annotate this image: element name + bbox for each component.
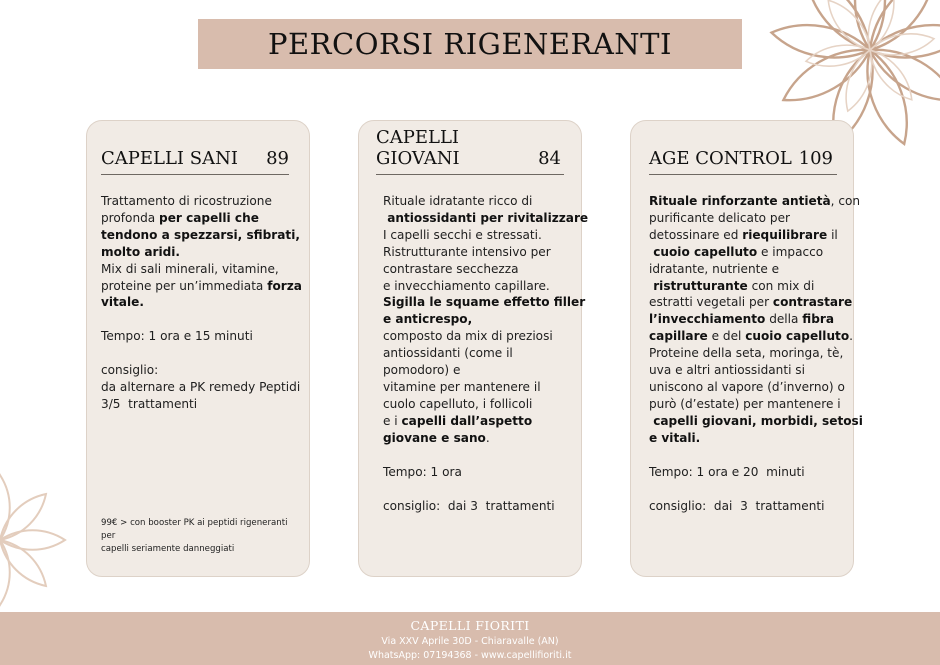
card-paragraph bbox=[649, 498, 843, 515]
divider bbox=[376, 174, 564, 175]
bold-text: per capelli che bbox=[159, 210, 259, 225]
text: uniscono al vapore (d’inverno) o bbox=[649, 379, 845, 394]
text: Rituale idratante ricco di bbox=[383, 194, 533, 208]
text: composto da mix di preziosi bbox=[383, 329, 553, 344]
bold-text: ristrutturante bbox=[649, 278, 748, 293]
bold-text: forza bbox=[267, 278, 302, 293]
text: idratante, nutriente e bbox=[649, 261, 780, 276]
text: Tempo: 1 ora bbox=[383, 464, 462, 479]
bold-text: cuoio capelluto bbox=[745, 329, 850, 344]
flower-icon bbox=[0, 470, 70, 610]
text: consiglio: dai 3 trattamenti bbox=[649, 498, 825, 513]
bold-text: Sigilla le squame effetto filler bbox=[383, 295, 586, 310]
text: e invecchiamento capillare. bbox=[383, 278, 550, 293]
text: e impacco bbox=[757, 244, 824, 259]
bold-text: Rituale rinforzante antietà bbox=[649, 194, 831, 208]
bold-text: molto aridi. bbox=[101, 244, 181, 259]
text: proteine per un’immediata bbox=[101, 278, 268, 293]
bold-text: capelli giovani, morbidi, setosi bbox=[649, 413, 863, 428]
bold-text: vitale. bbox=[101, 295, 144, 310]
bold-text: giovane e sano bbox=[383, 430, 486, 445]
text: , con bbox=[830, 194, 861, 208]
divider bbox=[649, 174, 837, 175]
card-title: CAPELLI SANI bbox=[101, 148, 238, 169]
text: detossinare ed bbox=[649, 227, 743, 242]
bold-text: antiossidanti per rivitalizzare bbox=[383, 210, 589, 225]
card-capelli-sani bbox=[86, 120, 310, 577]
card-header bbox=[649, 141, 833, 169]
text: cuolo capelluto, i follicoli bbox=[383, 396, 533, 411]
text: . bbox=[485, 430, 490, 445]
divider bbox=[101, 174, 289, 175]
text: purificante delicato per bbox=[649, 210, 791, 225]
card-note bbox=[101, 517, 299, 556]
text: profonda bbox=[101, 210, 160, 225]
text: . bbox=[849, 329, 854, 344]
text: Tempo: 1 ora e 15 minuti bbox=[101, 329, 253, 344]
card-description bbox=[649, 193, 863, 514]
bold-text: capelli dall’aspetto bbox=[401, 413, 533, 428]
text: purò (d’estate) per mantenere i bbox=[649, 396, 841, 411]
bold-text: cuoio capelluto bbox=[649, 244, 758, 259]
footer-contact[interactable]: WhatsApp: 07194368 - www.capellifioriti.it bbox=[368, 650, 572, 661]
title-banner bbox=[198, 19, 742, 69]
card-title: CAPELLI GIOVANI bbox=[376, 127, 460, 169]
card-paragraph bbox=[101, 362, 299, 413]
card-paragraph bbox=[101, 193, 302, 311]
text: 3/5 trattamenti bbox=[101, 397, 198, 412]
text: il bbox=[827, 227, 838, 242]
card-header bbox=[376, 127, 561, 169]
card-capelli-giovani bbox=[358, 120, 589, 577]
text: vitamine per mantenere il bbox=[383, 379, 541, 394]
footer-brand: CAPELLI FIORITI bbox=[410, 618, 530, 633]
bold-text: fibra bbox=[802, 312, 835, 327]
text: I capelli secchi e stressati. bbox=[383, 227, 542, 242]
card-age-control bbox=[630, 120, 863, 577]
card-price: 109 bbox=[798, 148, 833, 169]
card-paragraph bbox=[649, 464, 843, 481]
card-price: 89 bbox=[266, 148, 289, 169]
bold-text: tendono a spezzarsi, sfibrati, bbox=[101, 227, 300, 242]
text: Tempo: 1 ora e 20 minuti bbox=[649, 464, 805, 479]
text: da alternare a PK remedy Peptidi bbox=[101, 380, 301, 395]
text: e del bbox=[707, 329, 746, 344]
card-title: AGE CONTROL bbox=[649, 148, 792, 169]
note-line: 99€ > con booster PK ai peptidi rigeneranti per bbox=[101, 518, 288, 541]
text: contrastare secchezza bbox=[383, 261, 519, 276]
card-paragraph bbox=[101, 328, 299, 345]
card-price: 84 bbox=[538, 148, 561, 169]
page-title: PERCORSI RIGENERANTI bbox=[268, 27, 672, 61]
bold-text: e anticrespo, bbox=[383, 312, 473, 327]
text: consiglio: bbox=[101, 363, 159, 378]
card-description bbox=[383, 193, 589, 514]
card-paragraph bbox=[383, 193, 589, 447]
bold-text: contrastare bbox=[772, 295, 853, 310]
footer-address: Via XXV Aprile 30D - Chiaravalle (AN) bbox=[381, 636, 559, 647]
footer bbox=[0, 612, 940, 665]
text: estratti vegetali per bbox=[649, 295, 773, 310]
text: e i bbox=[383, 413, 402, 428]
text: Trattamento di ricostruzione bbox=[101, 194, 272, 208]
text: Proteine della seta, moringa, tè, bbox=[649, 346, 844, 361]
text: Mix di sali minerali, vitamine, bbox=[101, 261, 279, 276]
text: uva e altri antiossidanti si bbox=[649, 363, 805, 378]
card-description bbox=[101, 193, 302, 413]
card-paragraph bbox=[649, 193, 863, 447]
bold-text: capillare bbox=[649, 329, 708, 344]
card-paragraph bbox=[383, 464, 571, 481]
bold-text: l’invecchiamento bbox=[649, 312, 766, 327]
note-line: capelli seriamente danneggiati bbox=[101, 544, 235, 554]
card-paragraph bbox=[383, 498, 571, 515]
bold-text: e vitali. bbox=[649, 430, 701, 445]
text: antiossidanti (come il bbox=[383, 346, 513, 361]
text: consiglio: dai 3 trattamenti bbox=[383, 498, 555, 513]
text: della bbox=[765, 312, 803, 327]
card-header bbox=[101, 141, 289, 169]
bold-text: riequilibrare bbox=[742, 227, 828, 242]
text: Ristrutturante intensivo per bbox=[383, 244, 551, 259]
text: con mix di bbox=[747, 278, 815, 293]
text: pomodoro) e bbox=[383, 363, 461, 378]
